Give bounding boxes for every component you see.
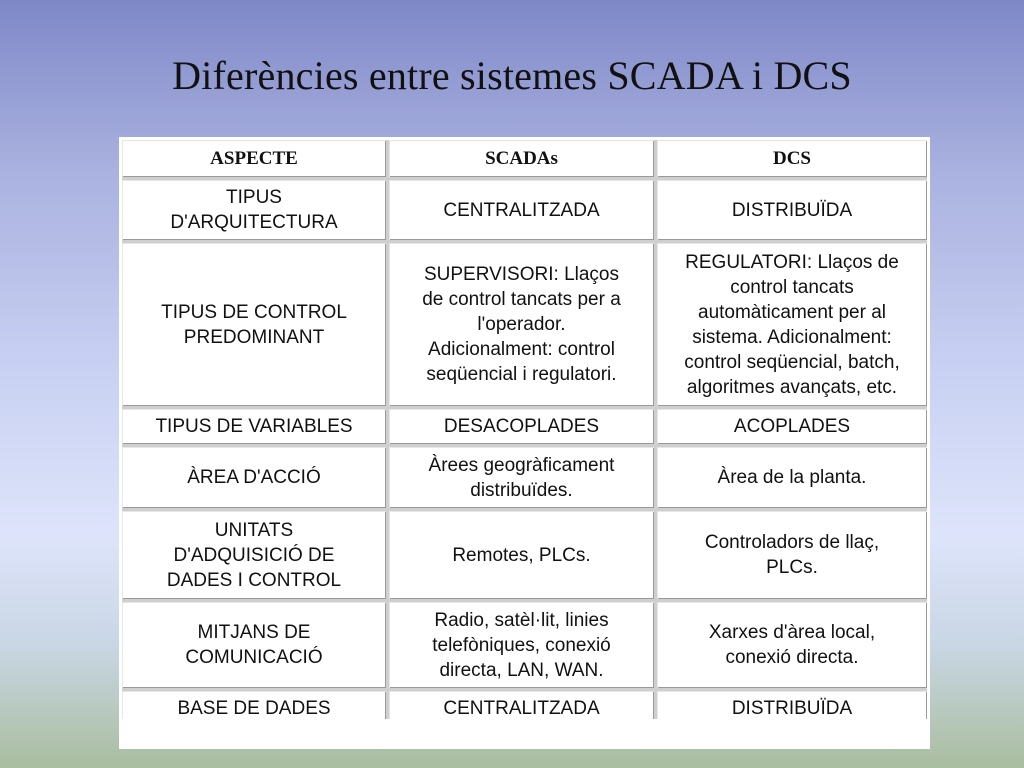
row-arquitectura-scada: CENTRALITZADA [389, 180, 654, 240]
row-area-dcs: Àrea de la planta. [657, 447, 927, 508]
row-control-dcs: REGULATORI: Llaços de control tancats automàticament per al sistema. Adicionalment: control seqüencial, batch, algoritmes avançats, etc. [657, 243, 927, 406]
row-unitats-dcs: Controladors de llaç, PLCs. [657, 511, 927, 599]
row-dades-scada: CENTRALITZADA [389, 691, 654, 725]
row-dades-dcs: DISTRIBUÏDA [657, 691, 927, 725]
comparison-table [122, 140, 927, 725]
row-variables-aspecte: TIPUS DE VARIABLES [122, 409, 386, 444]
row-variables-dcs: ACOPLADES [657, 409, 927, 444]
table-bottom-strip [122, 719, 927, 745]
row-comunicacio-dcs: Xarxes d'àrea local, conexió directa. [657, 602, 927, 688]
row-variables-scada: DESACOPLADES [389, 409, 654, 444]
row-comunicacio-scada: Radio, satèl·lit, linies telefòniques, conexió directa, LAN, WAN. [389, 602, 654, 688]
row-control-aspecte: TIPUS DE CONTROL PREDOMINANT [122, 243, 386, 406]
header-scadas: SCADAs [389, 140, 654, 177]
comparison-table-panel [119, 137, 930, 749]
row-dades-aspecte: BASE DE DADES [122, 691, 386, 725]
slide-title: Diferències entre sistemes SCADA i DCS [172, 53, 852, 98]
header-aspecte: ASPECTE [122, 140, 386, 177]
row-unitats-aspecte: UNITATS D'ADQUISICIÓ DE DADES I CONTROL [122, 511, 386, 599]
row-control-scada: SUPERVISORI: Llaços de control tancats per a l'operador. Adicionalment: control seqüencial i regulatori. [389, 243, 654, 406]
row-arquitectura-dcs: DISTRIBUÏDA [657, 180, 927, 240]
row-comunicacio-aspecte: MITJANS DE COMUNICACIÓ [122, 602, 386, 688]
row-unitats-scada: Remotes, PLCs. [389, 511, 654, 599]
row-arquitectura-aspecte: TIPUS D'ARQUITECTURA [122, 180, 386, 240]
row-area-aspecte: ÀREA D'ACCIÓ [122, 447, 386, 508]
row-area-scada: Àrees geogràficament distribuïdes. [389, 447, 654, 508]
header-dcs: DCS [657, 140, 927, 177]
